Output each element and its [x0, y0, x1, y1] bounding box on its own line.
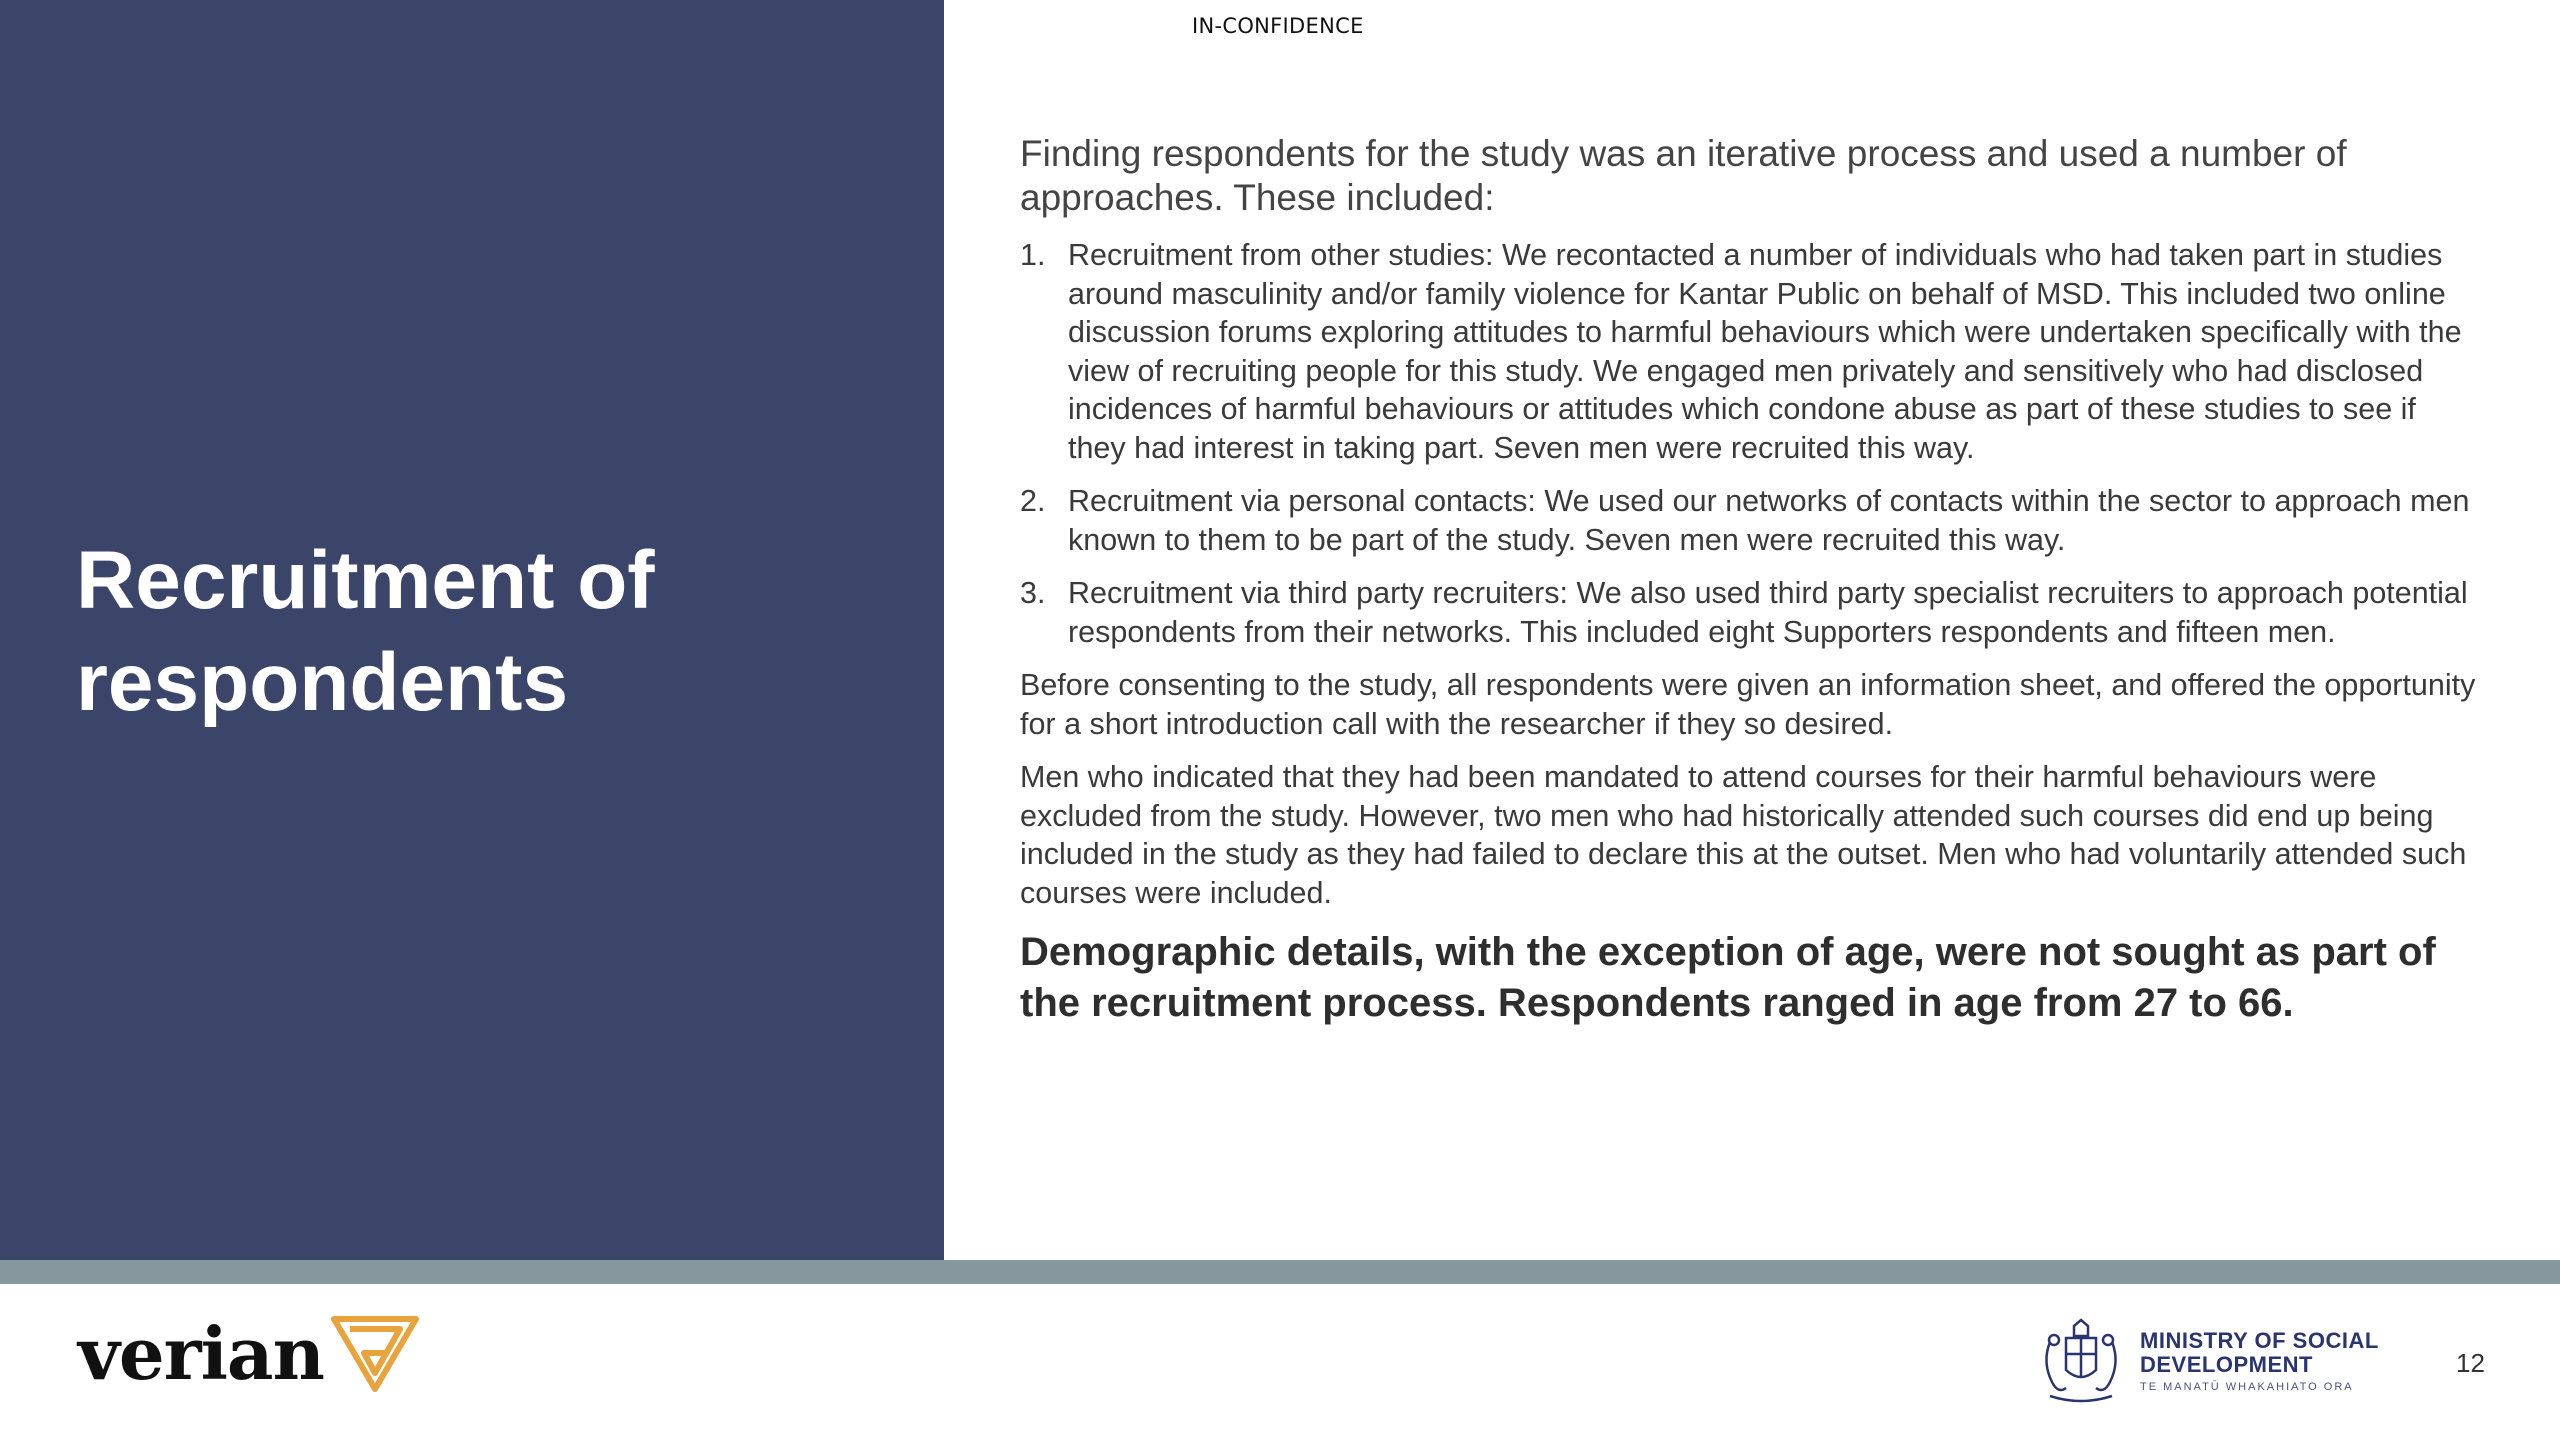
list-item-text: Recruitment via third party recruiters: We also used third party specialist recruiters to approach potential respondents from their networks. This included eight Supporters respondents and fifteen men.: [1068, 576, 2468, 649]
list-item-number: 1.: [1020, 238, 1046, 272]
ministry-name: MINISTRY OF SOCIAL DEVELOPMENT: [2140, 1328, 2379, 1377]
approaches-list: [1020, 236, 2480, 651]
consent-paragraph: Before consenting to the study, all respondents were given an information sheet, and offered the opportunity for a short introduction call with the researcher if they so desired.: [1020, 668, 2476, 741]
exclusion-paragraph: Men who indicated that they had been mandated to attend courses for their harmful behaviours were excluded from the study. However, two men who had historically attended such courses did end up being included in the study as they had failed to declare this at the outset. Men who had voluntarily attended such courses were included.: [1020, 760, 2467, 910]
list-item-number: 3.: [1020, 576, 1046, 610]
page-number: 12: [2456, 1348, 2485, 1378]
list-item-text: Recruitment via personal contacts: We used our networks of contacts within the sector to approach men known to them to be part of the study. Seven men were recruited this way.: [1068, 484, 2470, 557]
list-item: [1020, 574, 2480, 651]
slide-title: Recruitment of respondents: [76, 535, 655, 728]
classification-label: IN-CONFIDENCE: [1192, 14, 1364, 38]
intro-paragraph: Finding respondents for the study was an iterative process and used a number of approaches. These included:: [1020, 133, 2347, 218]
list-item-number: 2.: [1020, 484, 1046, 518]
title-panel: [0, 0, 944, 1260]
list-item: [1020, 236, 2480, 467]
demographic-statement: Demographic details, with the exception of age, were not sought as part of the recruitment process. Respondents ranged in age from 27 to 66.: [1020, 930, 2436, 1025]
footer-divider: [0, 1260, 2560, 1284]
ministry-subtitle: TE MANATŪ WHAKAHIATO ORA: [2140, 1381, 2354, 1393]
verian-chevron-icon: [330, 1313, 420, 1393]
list-item: [1020, 482, 2480, 559]
list-item-text: Recruitment from other studies: We recontacted a number of individuals who had taken part in studies around masculinity and/or family violence for Kantar Public on behalf of MSD. This included two online discussion forums exploring attitudes to harmful behaviours which were undertaken specifically with the view of recruiting people for this study. We engaged men privately and sensitively who had disclosed incidences of harmful behaviours or attitudes which condone abuse as part of these studies to see if they had interest in taking part. Seven men were recruited this way.: [1068, 238, 2462, 465]
ministry-logo: [2036, 1316, 2400, 1406]
verian-logo: [78, 1308, 420, 1398]
verian-wordmark: verian: [78, 1310, 324, 1396]
nz-coat-of-arms-icon: [2036, 1318, 2126, 1404]
slide-body: [1020, 132, 2480, 1029]
